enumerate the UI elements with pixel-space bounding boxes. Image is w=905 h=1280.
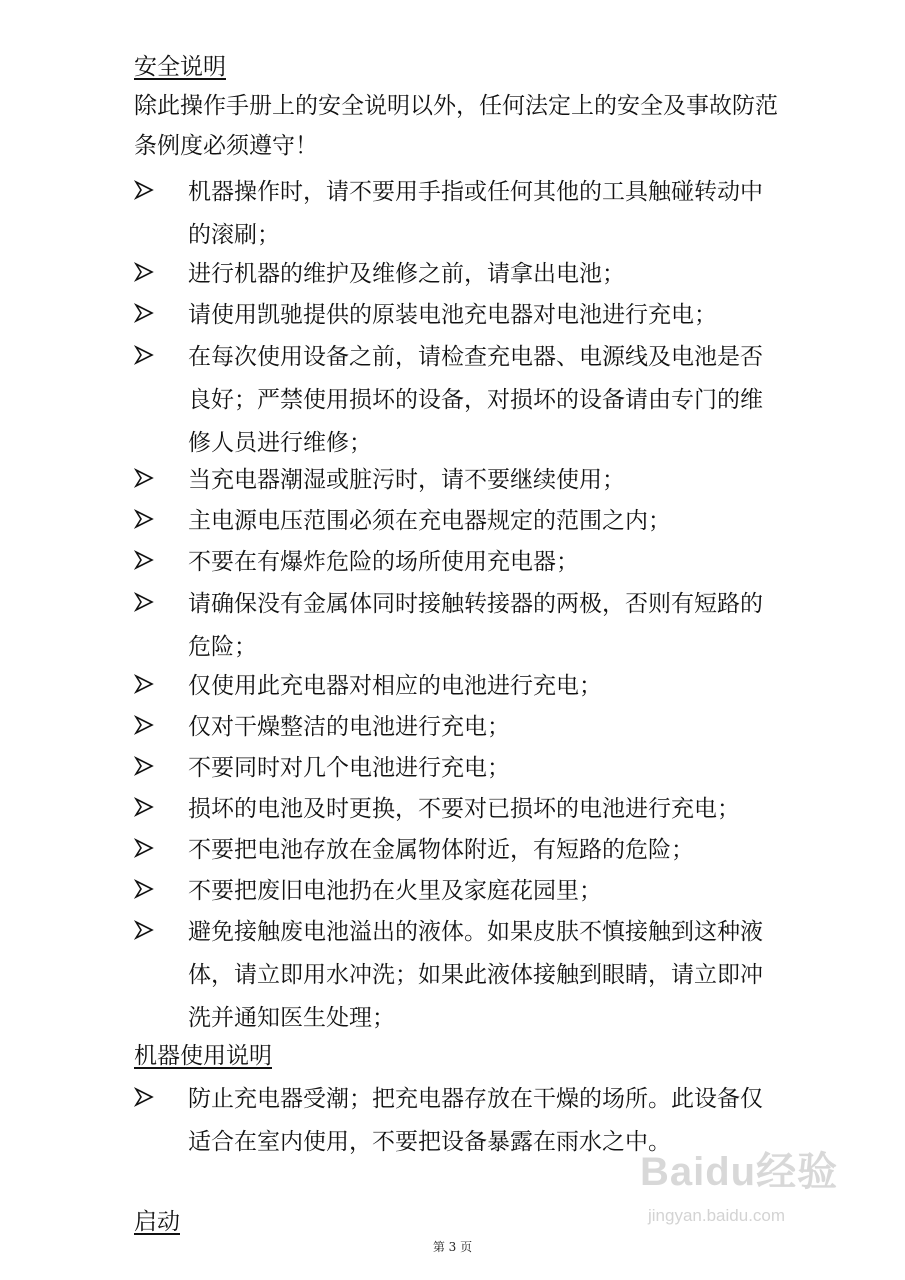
arrowhead-bullet-icon [134, 509, 156, 531]
list-item-text: 避免接触废电池溢出的液体。如果皮肤不慎接触到这种液体，请立即用水冲洗；如果此液体接触到眼睛，请立即冲洗并通知医生处理； [188, 919, 763, 1031]
arrowhead-bullet-icon [134, 468, 156, 490]
safety-intro-paragraph: 除此操作手册上的安全说明以外，任何法定上的安全及事故防范条例度必须遵守！ [134, 93, 778, 159]
list-item-text: 进行机器的维护及维修之前，请拿出电池； [188, 261, 625, 287]
watermark-logo: Baidu经验 [640, 1150, 839, 1194]
arrowhead-bullet-icon [134, 920, 156, 942]
list-item-text: 仅对干燥整洁的电池进行充电； [188, 714, 510, 740]
arrowhead-bullet-icon [134, 550, 156, 572]
watermark-url: jingyan.baidu.com [648, 1206, 786, 1225]
arrowhead-bullet-icon [134, 756, 156, 778]
arrowhead-bullet-icon [134, 180, 156, 202]
baidu-jingyan-watermark [640, 1140, 870, 1240]
section-heading-startup: 启动 [134, 1209, 180, 1235]
list-item-text: 当充电器潮湿或脏污时，请不要继续使用； [188, 467, 625, 493]
list-item-text: 请确保没有金属体同时接触转接器的两极，否则有短路的危险； [188, 591, 763, 660]
section-heading-usage: 机器使用说明 [134, 1043, 272, 1069]
arrowhead-bullet-icon [134, 715, 156, 737]
arrowhead-bullet-icon [134, 797, 156, 819]
page-number-footer: 第 3 页 [432, 1240, 473, 1254]
arrowhead-bullet-icon [134, 838, 156, 860]
arrowhead-bullet-icon [134, 345, 156, 367]
arrowhead-bullet-icon [134, 592, 156, 614]
list-item-text: 主电源电压范围必须在充电器规定的范围之内； [188, 508, 671, 534]
section-heading-safety: 安全说明 [134, 54, 226, 80]
list-item-text: 不要把废旧电池扔在火里及家庭花园里； [188, 878, 602, 904]
arrowhead-bullet-icon [134, 262, 156, 284]
list-item-text: 机器操作时，请不要用手指或任何其他的工具触碰转动中的滚刷； [188, 179, 763, 248]
list-item-text: 防止充电器受潮；把充电器存放在干燥的场所。此设备仅适合在室内使用，不要把设备暴露在雨水之中。 [188, 1086, 763, 1155]
arrowhead-bullet-icon [134, 303, 156, 325]
list-item-text: 仅使用此充电器对相应的电池进行充电； [188, 673, 602, 699]
list-item-text: 在每次使用设备之前，请检查充电器、电源线及电池是否良好；严禁使用损坏的设备，对损坏的设备请由专门的维修人员进行维修； [188, 344, 763, 456]
arrowhead-bullet-icon [134, 879, 156, 901]
arrowhead-bullet-icon [134, 674, 156, 696]
list-item-text: 不要同时对几个电池进行充电； [188, 755, 510, 781]
list-item-text: 损坏的电池及时更换，不要对已损坏的电池进行充电； [188, 796, 740, 822]
arrowhead-bullet-icon [134, 1087, 156, 1109]
list-item-text: 不要把电池存放在金属物体附近，有短路的危险； [188, 837, 694, 863]
list-item-text: 请使用凯驰提供的原装电池充电器对电池进行充电； [188, 302, 717, 328]
list-item-text: 不要在有爆炸危险的场所使用充电器； [188, 549, 579, 575]
